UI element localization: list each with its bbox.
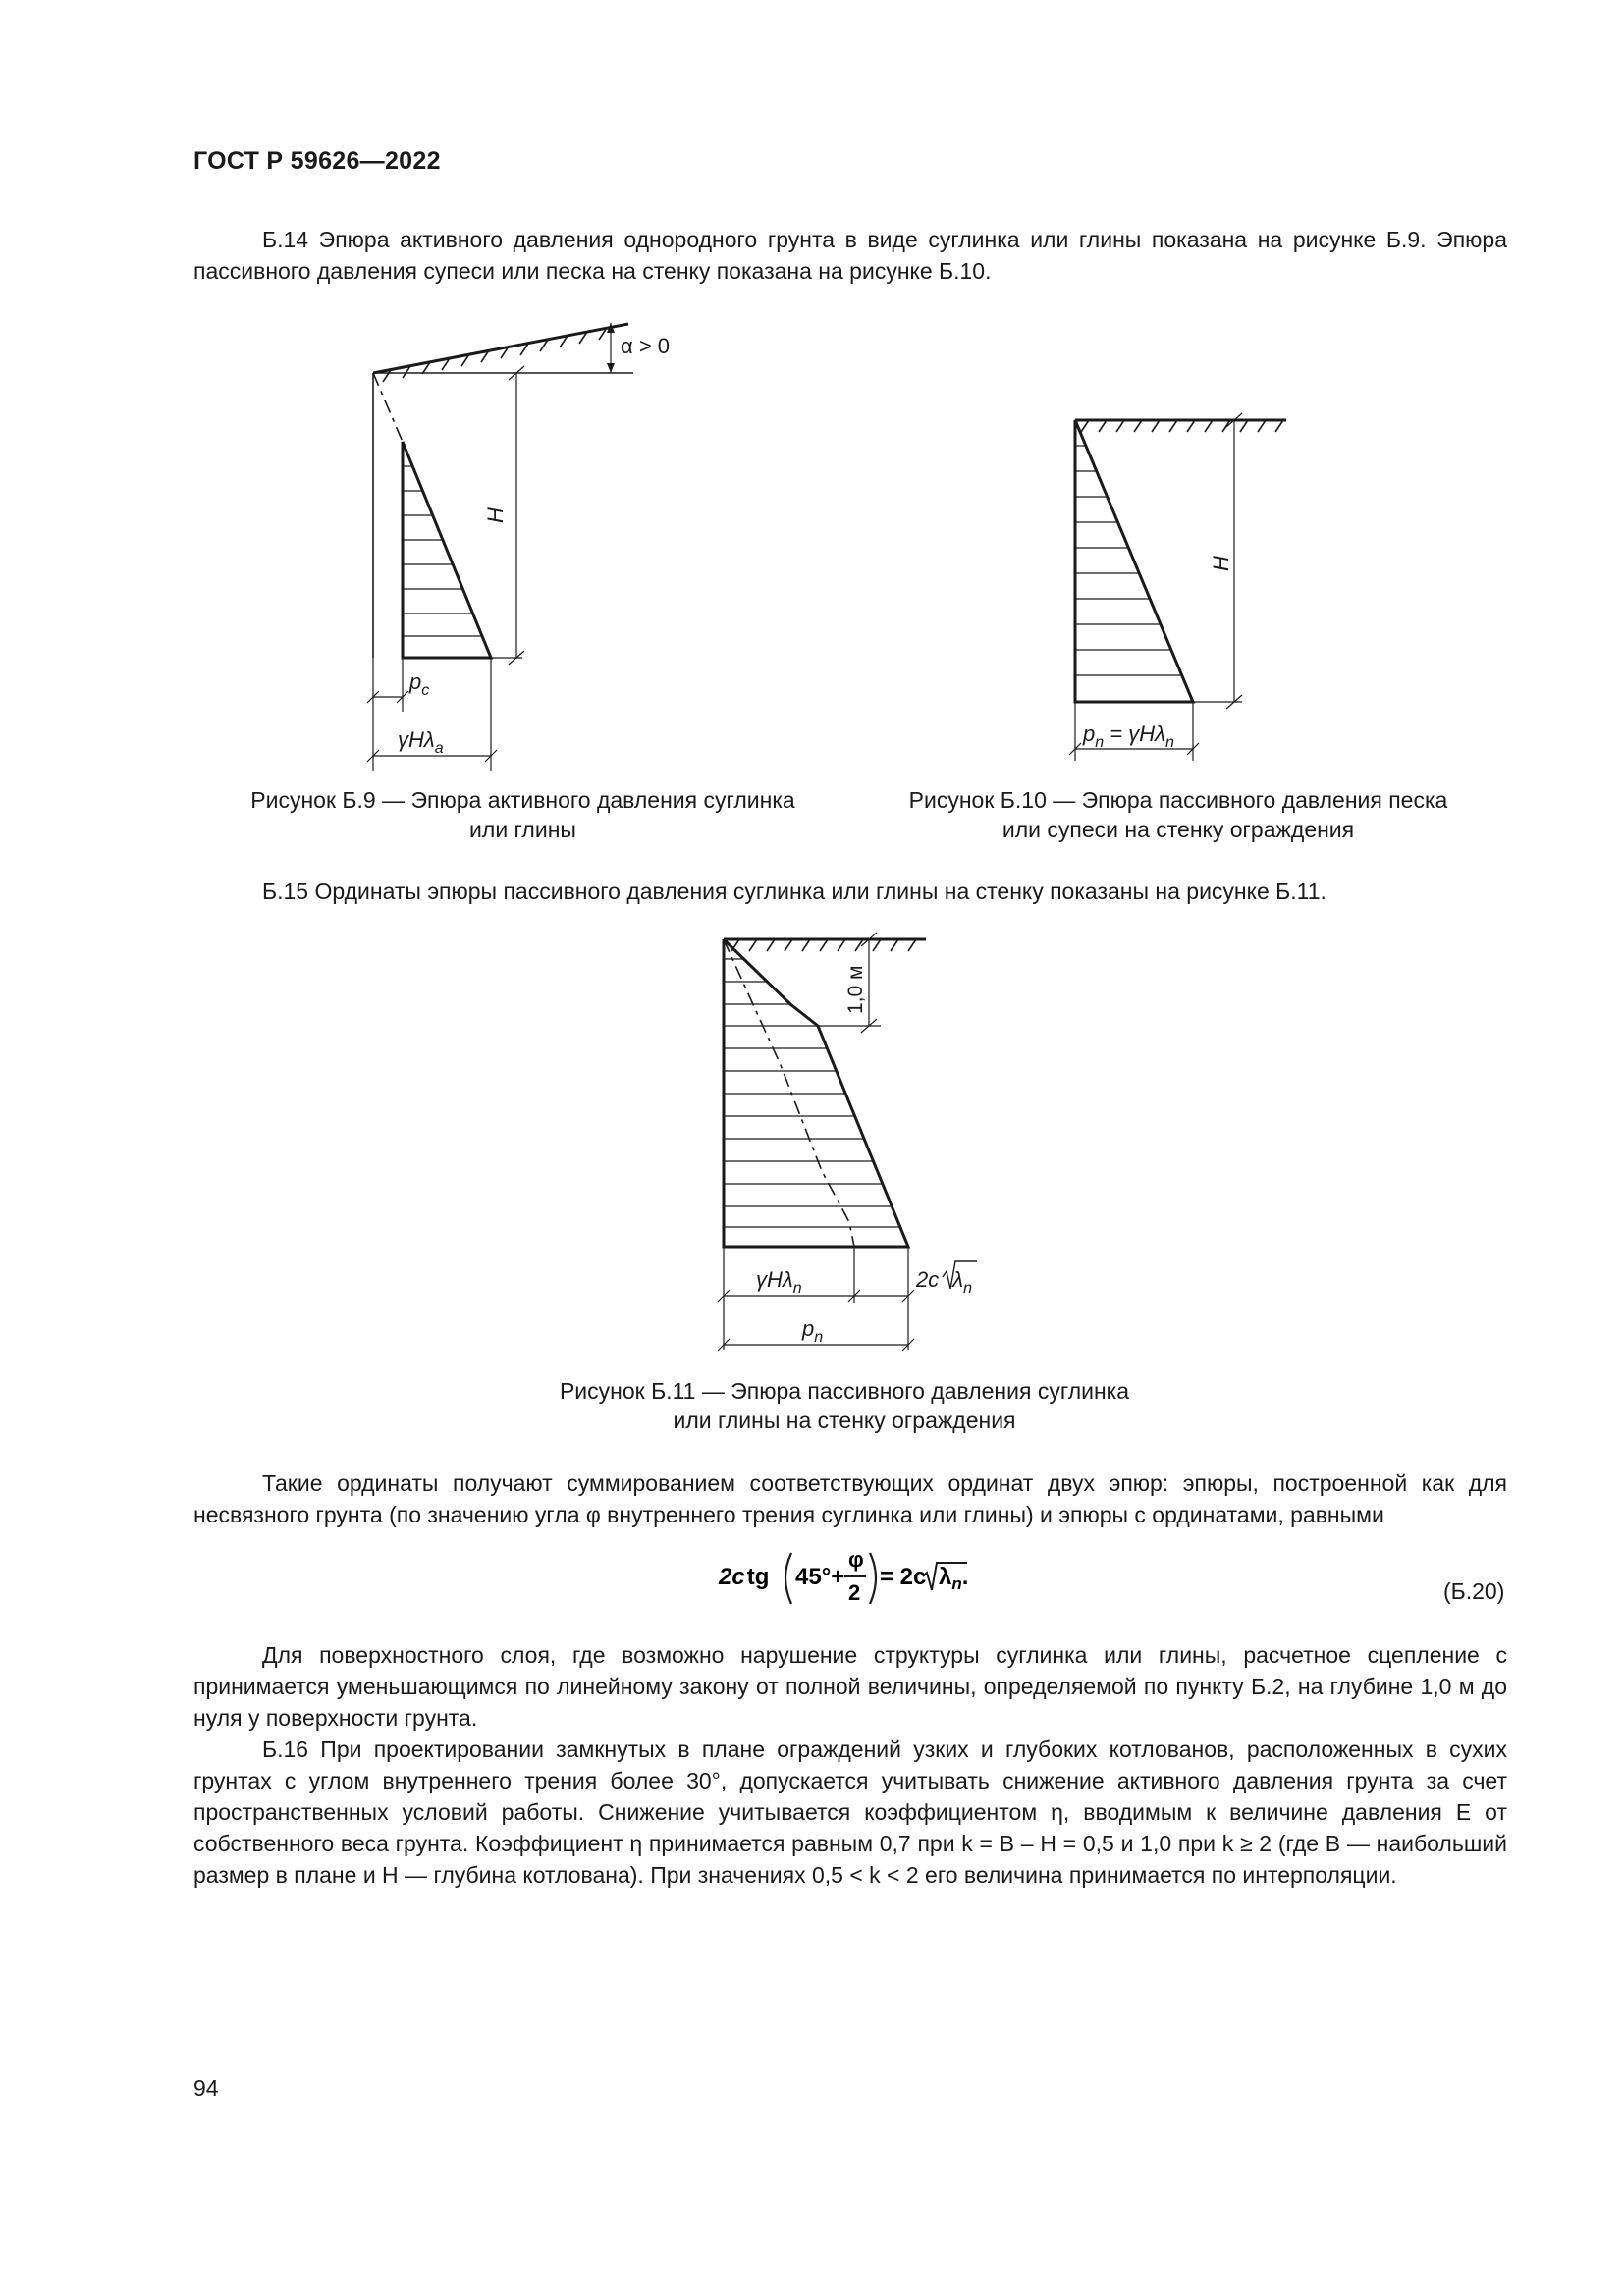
- alpha-label: α > 0: [621, 334, 671, 358]
- cohesion-label: 2c $\lambda_n$: [916, 1267, 972, 1297]
- figure-b9-caption: [196, 785, 849, 844]
- figure-b10-diagram: [1065, 402, 1311, 766]
- paragraph-summation: Такие ординаты получают суммированием соответствующих ординат двух эпюр: эпюры, построенной как для несвязного грунта (по значению угла φ внутреннего трения суглинка или глины) и эпюры с ординатами, равными: [193, 1470, 1507, 1527]
- formula-lambda: $\lambda_n$.: [939, 1564, 969, 1593]
- depth-label: 1,0 м: [844, 965, 867, 1014]
- formula-b20: [717, 1543, 992, 1612]
- formula-degrees: 45°+: [795, 1564, 845, 1590]
- caption-line: или глины на стенку ограждения: [673, 1408, 1016, 1433]
- figure-b11-diagram: [712, 928, 1006, 1360]
- formula-rhs: = 2c: [880, 1564, 927, 1590]
- bottom-ordinate-label: $p_n = \gamma H\lambda_n$: [1083, 721, 1174, 751]
- ground-hatch: [1081, 420, 1283, 432]
- ground-hatch: [731, 939, 916, 951]
- height-label: H: [483, 507, 508, 523]
- left-paren: [785, 1553, 791, 1604]
- caption-line: или глины: [469, 817, 576, 842]
- figure-b11-caption: [520, 1376, 1168, 1435]
- figure-b10-caption: [879, 785, 1478, 844]
- caption-line: Рисунок Б.9 — Эпюра активного давления суглинка: [250, 787, 795, 813]
- caption-line: или супеси на стенку ограждения: [1001, 817, 1355, 842]
- bottom-ordinate-label: γHλ$_a$: [398, 727, 444, 757]
- paragraph-b16: Б.16 При проектировании замкнутых в плане ограждений узких и глубоких котлованов, расположенных в сухих грунтах с углом внутреннего трения более 30°, допускается учитывать снижение активного давления грунта за счет пространственных условий работы. Снижение учитывается коэффициентом η, вводимым к величине давления E от собственного веса грунта. Коэффициент η принимается равным 0,7 при k = B – H = 0,5 и 1,0 при k ≥ 2 (где B — наибольший размер в плане и H — глубина котлована). При значениях 0,5 < k < 2 его величина принимается по интерполяции.: [193, 1736, 1507, 1888]
- equation-number: (Б.20): [1443, 1578, 1505, 1604]
- right-paren: [870, 1553, 876, 1604]
- caption-line: Рисунок Б.10 — Эпюра пассивного давления песка: [908, 787, 1448, 813]
- document-code: ГОСТ Р 59626—2022: [193, 147, 441, 175]
- gh-label: γHλ$_n$: [756, 1267, 802, 1297]
- paragraph-surface-layer: Для поверхностного слоя, где возможно нарушение структуры суглинка или глины, расчетное сцепление c принимается уменьшающимся по линейному закону от полной величины, определяемой по пункту Б.2, на глубине 1,0 м до нуля у поверхности грунта.: [193, 1642, 1507, 1731]
- pc-label: $p_c$: [409, 669, 430, 699]
- formula-lhs: 2ctg: [719, 1564, 770, 1590]
- paragraph-b14: Б.14 Эпюра активного давления однородного грунта в виде суглинка или глины показана на рисунке Б.9. Эпюра пассивного давления супеси или песка на стенку показана на рисунке Б.10.: [193, 227, 1507, 284]
- page-number: 94: [193, 2075, 219, 2101]
- caption-line: Рисунок Б.11 — Эпюра пассивного давления суглинка: [559, 1378, 1130, 1404]
- height-label: H: [1209, 556, 1233, 571]
- paragraph-b15: Б.15 Ординаты эпюры пассивного давления суглинка или глины на стенку показаны на рисунке Б.11.: [262, 879, 1326, 904]
- figure-b9-diagram: [353, 309, 687, 771]
- formula-two: 2: [848, 1580, 861, 1605]
- pn-label: $p_n$: [802, 1316, 824, 1346]
- formula-phi: φ: [848, 1547, 864, 1572]
